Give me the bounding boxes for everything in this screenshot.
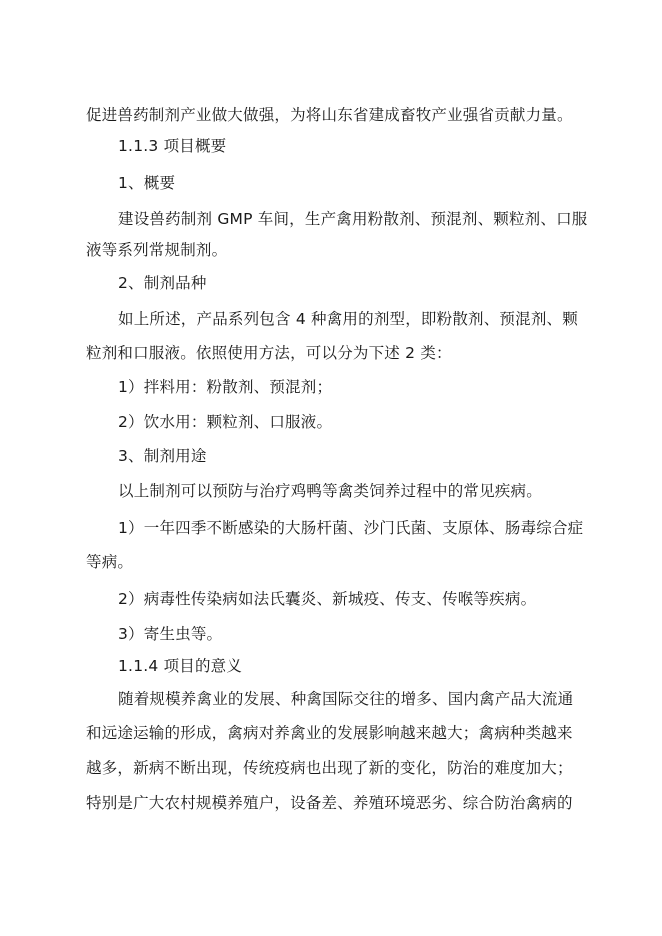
text-line-14: 等病。 bbox=[86, 553, 134, 571]
list-item-mixing: 1）拌料用：粉散剂、预混剂； bbox=[118, 378, 333, 396]
text-line-20: 越多，新病不断出现，传统疫病也出现了新的变化，防治的难度加大； bbox=[86, 759, 573, 777]
section-heading-1-1-3: 1.1.3 项目概要 bbox=[118, 137, 227, 155]
list-item-disease-3: 3）寄生虫等。 bbox=[118, 625, 223, 643]
subheading-uses: 3、制剂用途 bbox=[118, 447, 207, 465]
text-line-12: 以上制剂可以预防与治疗鸡鸭等禽类饲养过程中的常见疾病。 bbox=[118, 482, 542, 500]
list-item-disease-1: 1）一年四季不断感染的大肠杆菌、沙门氏菌、支原体、肠毒综合症 bbox=[118, 519, 584, 537]
text-line-18: 随着规模养禽业的发展、种禽国际交往的增多、国内禽产品大流通 bbox=[118, 690, 574, 708]
subheading-overview: 1、概要 bbox=[118, 174, 176, 192]
list-item-disease-2: 2）病毒性传染病如法氏囊炎、新城疫、传支、传喉等疾病。 bbox=[118, 590, 537, 608]
text-line-8: 粒剂和口服液。依照使用方法，可以分为下述 2 类： bbox=[86, 344, 452, 362]
text-line-21: 特别是广大农村规模养殖户，设备差、养殖环境恶劣、综合防治禽病的 bbox=[86, 794, 573, 812]
list-item-drinking: 2）饮水用：颗粒剂、口服液。 bbox=[118, 413, 333, 431]
text-line-4: 建设兽药制剂 GMP 车间，生产禽用粉散剂、预混剂、颗粒剂、口服 bbox=[118, 210, 588, 228]
text-line-7: 如上所述，产品系列包含 4 种禽用的剂型，即粉散剂、预混剂、颗 bbox=[118, 310, 578, 328]
text-line-19: 和远途运输的形成，禽病对养禽业的发展影响越来越大；禽病种类越来 bbox=[86, 724, 573, 742]
text-line-1: 促进兽药制剂产业做大做强，为将山东省建成畜牧产业强省贡献力量。 bbox=[86, 106, 573, 124]
text-line-5: 液等系列常规制剂。 bbox=[86, 241, 228, 259]
subheading-varieties: 2、制剂品种 bbox=[118, 274, 207, 292]
section-heading-1-1-4: 1.1.4 项目的意义 bbox=[118, 657, 243, 675]
